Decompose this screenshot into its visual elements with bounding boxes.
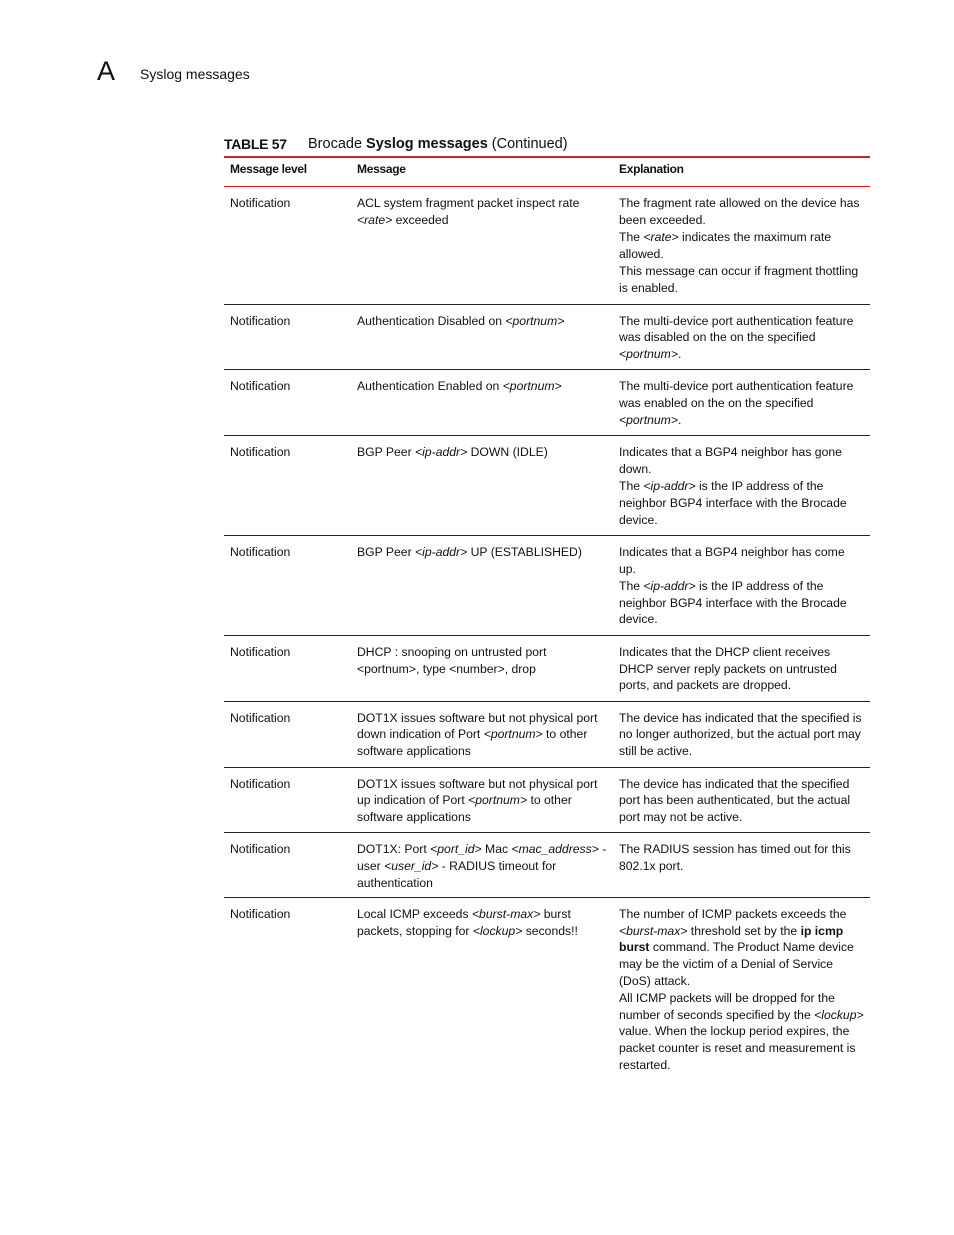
cell-message-level: Notification xyxy=(224,304,351,370)
cell-message-level: Notification xyxy=(224,370,351,436)
command-text: ip icmp burst xyxy=(619,923,844,955)
cell-message-level: Notification xyxy=(224,436,351,536)
table-row xyxy=(224,701,870,767)
table-row xyxy=(224,833,870,898)
cell-message-level: Notification xyxy=(224,536,351,636)
text-run: UP (ESTABLISHED) xyxy=(467,545,582,560)
placeholder-text: <mac_address> xyxy=(511,842,599,857)
table-row xyxy=(224,898,870,1080)
table-row xyxy=(224,187,870,304)
text-run: indicates the maximum rate allowed. xyxy=(619,230,832,261)
text-run: DOT1X issues software but not physical port down indication of Port xyxy=(357,710,598,742)
column-header-message: Message xyxy=(357,162,406,176)
cell-explanation xyxy=(613,833,870,898)
text-run: . xyxy=(677,412,682,427)
placeholder-text: <ip-addr> xyxy=(643,479,696,494)
table-title xyxy=(308,135,568,153)
text-run: All ICMP packets will be dropped for the number of seconds specified by the xyxy=(619,991,835,1022)
placeholder-text: <port_id> xyxy=(430,842,482,857)
placeholder-text: <portnum> xyxy=(619,412,678,427)
explanation-paragraph xyxy=(619,644,864,694)
text-run: threshold set by the xyxy=(687,923,801,938)
cell-message-level: Notification xyxy=(224,767,351,833)
text-run: The multi-device port authentication feature was disabled on the on the specified xyxy=(619,313,854,345)
table-title-suffix: (Continued) xyxy=(491,136,568,152)
text-run: The xyxy=(619,230,644,245)
text-run: The multi-device port authentication feature was enabled on the on the specified xyxy=(619,379,854,410)
cell-message xyxy=(351,833,613,898)
text-run: The xyxy=(619,579,644,594)
text-run: to other software applications xyxy=(357,727,588,759)
table-body xyxy=(224,187,870,1080)
explanation-paragraph xyxy=(619,906,864,989)
table-caption xyxy=(224,135,870,157)
column-header-message-level: Message level xyxy=(230,162,307,176)
table-row xyxy=(224,436,870,536)
explanation-paragraph xyxy=(619,776,864,826)
table-title-main: Syslog messages xyxy=(366,136,488,152)
explanation-paragraph xyxy=(619,378,864,428)
placeholder-text: <portnum> xyxy=(505,313,565,328)
text-run: The device has indicated that the specified is no longer authorized, but the actual port may still be active. xyxy=(619,710,862,759)
cell-message xyxy=(351,536,613,636)
cell-message-level: Notification xyxy=(224,187,351,304)
text-run: DOWN (IDLE) xyxy=(467,445,548,460)
table-number: TABLE 57 xyxy=(224,136,287,152)
text-run: DHCP : snooping on untrusted port <portnum>, type <number>, drop xyxy=(357,645,547,676)
appendix-letter: A xyxy=(97,56,116,86)
text-run: The number of ICMP packets exceeds the xyxy=(619,907,847,922)
text-run: DOT1X issues software but not physical port up indication of Port xyxy=(357,776,598,808)
cell-message xyxy=(351,370,613,436)
table-row xyxy=(224,304,870,370)
section-title: Syslog messages xyxy=(140,66,250,82)
text-run: command. The Product Name device may be the victim of a Denial of Service (DoS) attack. xyxy=(619,940,854,988)
cell-message xyxy=(351,767,613,833)
cell-message-level: Notification xyxy=(224,833,351,898)
cell-explanation xyxy=(613,636,870,702)
cell-explanation xyxy=(613,304,870,370)
cell-message xyxy=(351,701,613,767)
cell-explanation xyxy=(613,767,870,833)
explanation-paragraph xyxy=(619,990,864,1073)
cell-message xyxy=(351,187,613,304)
placeholder-text: <lockup> xyxy=(472,923,523,938)
table-title-prefix: Brocade xyxy=(308,136,363,152)
cell-message xyxy=(351,636,613,702)
text-run: Local ICMP exceeds xyxy=(357,907,472,922)
table-row xyxy=(224,536,870,636)
text-run: Authentication Enabled on xyxy=(357,379,503,394)
text-run: seconds!! xyxy=(522,923,578,938)
placeholder-text: <ip-addr> xyxy=(415,545,468,560)
text-run: The fragment rate allowed on the device has been exceeded. xyxy=(619,196,860,227)
text-run: - RADIUS timeout for authentication xyxy=(357,859,557,890)
explanation-paragraph xyxy=(619,710,864,760)
cell-explanation xyxy=(613,536,870,636)
placeholder-text: <ip-addr> xyxy=(415,445,468,460)
placeholder-text: <portnum> xyxy=(468,793,528,808)
text-run: The device has indicated that the specified port has been authenticated, but the actual port may not be active. xyxy=(619,776,851,824)
text-run: is the IP address of the neighbor BGP4 interface with the Brocade device. xyxy=(619,479,847,527)
table-row xyxy=(224,636,870,702)
explanation-paragraph xyxy=(619,313,864,363)
placeholder-text: <user_id> xyxy=(384,859,439,873)
placeholder-text: <burst-max> xyxy=(619,923,688,938)
text-run: Mac xyxy=(481,842,512,857)
explanation-paragraph xyxy=(619,444,864,477)
cell-message-level: Notification xyxy=(224,636,351,702)
cell-explanation xyxy=(613,898,870,1080)
placeholder-text: <portnum> xyxy=(619,346,678,361)
explanation-paragraph xyxy=(619,195,864,228)
placeholder-text: <rate> xyxy=(643,230,679,245)
cell-explanation xyxy=(613,187,870,304)
text-run: BGP Peer xyxy=(357,445,416,460)
text-run: . xyxy=(677,346,682,361)
syslog-messages-table xyxy=(224,158,870,1080)
table-row xyxy=(224,767,870,833)
column-header-explanation: Explanation xyxy=(619,162,684,176)
cell-message-level: Notification xyxy=(224,701,351,767)
text-run: is the IP address of the neighbor BGP4 interface with the Brocade device. xyxy=(619,579,847,627)
text-run: to other software applications xyxy=(357,793,572,824)
cell-explanation xyxy=(613,701,870,767)
text-run: BGP Peer xyxy=(357,545,416,560)
placeholder-text: <lockup> xyxy=(814,1007,864,1022)
cell-explanation xyxy=(613,370,870,436)
cell-message xyxy=(351,436,613,536)
text-run: The RADIUS session has timed out for this 802.1x port. xyxy=(619,842,851,873)
text-run: Indicates that the DHCP client receives DHCP server reply packets on untrusted ports, and packets are dropped. xyxy=(619,645,837,693)
cell-message xyxy=(351,304,613,370)
placeholder-text: <rate> xyxy=(357,212,393,227)
text-run: ACL system fragment packet inspect rate xyxy=(357,196,580,210)
cell-message xyxy=(351,898,613,1080)
text-run: This message can occur if fragment thottling is enabled. xyxy=(619,264,859,295)
text-run: -user xyxy=(357,842,607,873)
text-run: Indicates that a BGP4 neighbor has come up. xyxy=(619,545,845,576)
cell-explanation xyxy=(613,436,870,536)
table-header-row xyxy=(224,158,870,187)
text-run: exceeded xyxy=(392,212,449,227)
placeholder-text: <burst-max> xyxy=(471,907,541,922)
explanation-paragraph xyxy=(619,478,864,528)
explanation-paragraph xyxy=(619,229,864,262)
text-run: DOT1X: Port xyxy=(357,842,431,857)
explanation-paragraph xyxy=(619,578,864,628)
table-row xyxy=(224,370,870,436)
placeholder-text: <ip-addr> xyxy=(643,579,696,594)
cell-message-level: Notification xyxy=(230,907,291,922)
placeholder-text: <portnum> xyxy=(502,379,562,394)
explanation-paragraph xyxy=(619,544,864,577)
text-run: Authentication Disabled on xyxy=(357,313,506,328)
text-run: The xyxy=(619,479,644,494)
explanation-paragraph xyxy=(619,841,864,874)
text-run: value. When the lockup period expires, the packet counter is reset and measurement is restarted. xyxy=(619,1024,856,1072)
placeholder-text: <portnum> xyxy=(483,727,543,742)
explanation-paragraph xyxy=(619,263,864,296)
text-run: burst packets, stopping for xyxy=(357,907,571,938)
text-run: Indicates that a BGP4 neighbor has gone down. xyxy=(619,445,842,476)
